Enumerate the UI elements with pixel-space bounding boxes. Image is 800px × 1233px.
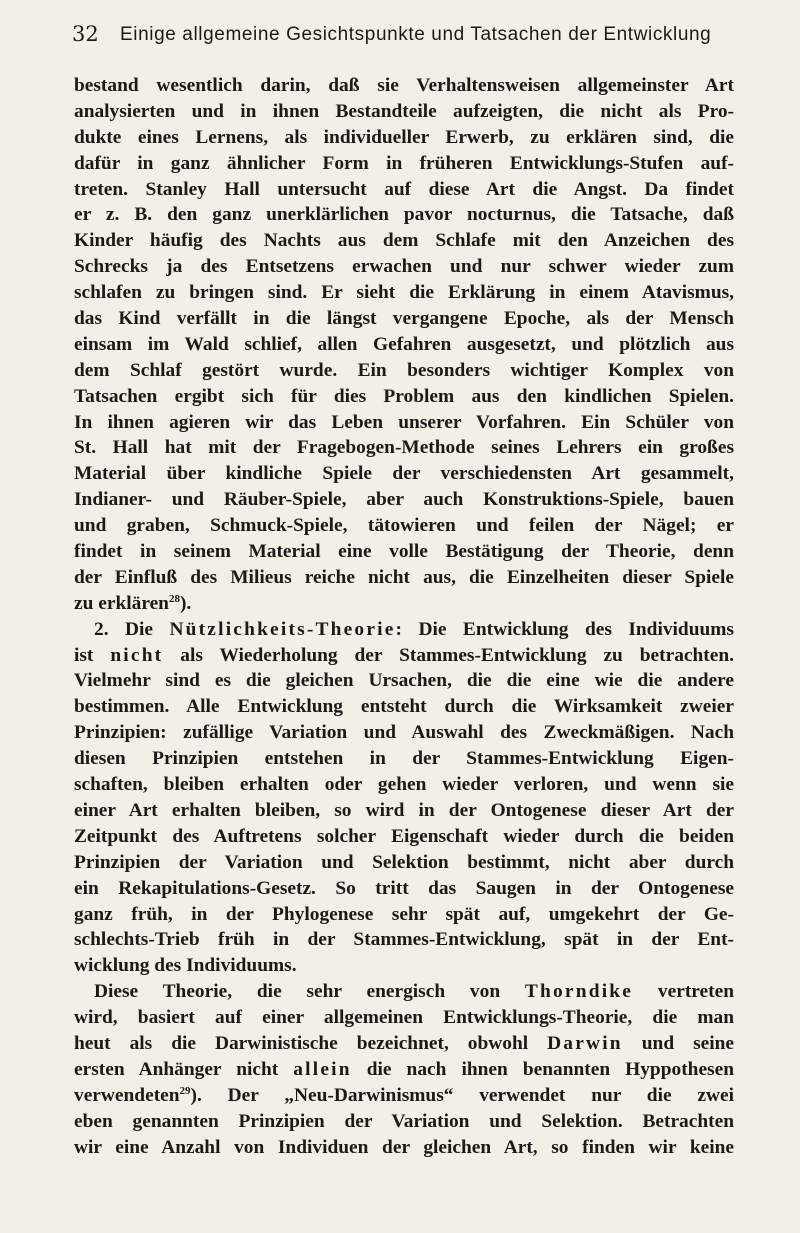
- text-line: findet in seinem Material eine volle Bestätigung der Theorie, denn: [74, 541, 734, 563]
- text-line: Vielmehr sind es die gleichen Ursachen, die die eine wie die andere: [74, 670, 734, 692]
- emphasized-name: Darwin: [547, 1032, 623, 1054]
- running-head: Einige allgemeine Gesichtspunkte und Tatsachen der Entwicklung: [120, 24, 712, 45]
- text-line: Material über kindliche Spiele der verschiedensten Art gesammelt,: [74, 463, 734, 485]
- text-line: [74, 1057, 734, 1083]
- footnote-ref-29: 29: [179, 1084, 191, 1097]
- emphasized-term: allein: [293, 1058, 352, 1080]
- line-text: vertreten: [633, 981, 734, 1003]
- text-line: bestand wesentlich darin, daß sie Verhaltensweisen allgemeinster Art: [74, 75, 734, 96]
- line-text: ersten Anhänger nicht: [74, 1058, 294, 1080]
- line-text: die nach ihnen benannten Hyppothesen: [351, 1058, 734, 1080]
- text-line: analysierten und in ihnen Bestandteile aufzeigten, die nicht als Pro-: [74, 100, 734, 122]
- text-line: In ihnen agieren wir das Leben unserer Vorfahren. Ein Schüler von: [74, 411, 734, 433]
- text-line: diesen Prinzipien entstehen in der Stammes-Entwicklung Eigen-: [74, 748, 734, 770]
- text-line: er z. B. den ganz unerklärlichen pavor nocturnus, die Tatsache, daß: [74, 204, 734, 226]
- text-line: Prinzipien der Variation und Selektion bestimmt, nicht aber durch: [74, 851, 734, 873]
- text-line: Zeitpunkt des Auftretens solcher Eigenschaft wieder durch die beiden: [74, 825, 734, 847]
- line-text: heut als die Darwinistische bezeichnet, obwohl: [74, 1032, 548, 1054]
- text-line: ganz früh, in der Phylogenese sehr spät auf, umgekehrt der Ge-: [74, 903, 734, 925]
- text-line: eben genannten Prinzipien der Variation und Selektion. Betrachten: [74, 1110, 734, 1132]
- text-line: Kinder häufig des Nachts aus dem Schlafe mit den Anzeichen des: [74, 230, 734, 252]
- text-line: Prinzipien: zufällige Variation und Auswahl des Zweckmäßigen. Nach: [74, 722, 734, 744]
- line-text: zu erklären: [74, 592, 169, 614]
- footnote-ref-28: 28: [168, 592, 180, 605]
- text-line: einsam im Wald schlief, allen Gefahren ausgesetzt, und plötzlich aus: [74, 333, 734, 355]
- text-line: und graben, Schmuck-Spiele, tätowieren und feilen der Nägel; er: [74, 515, 734, 537]
- text-line: bestimmen. Alle Entwicklung entsteht durch die Wirksamkeit zweier: [74, 696, 734, 718]
- page-number: 32: [72, 22, 99, 46]
- text-line: schlechts-Trieb früh in der Stammes-Entwicklung, spät in der Ent-: [74, 929, 734, 951]
- text-line: dukte eines Lernens, als individueller Erwerb, zu erklären sind, die: [74, 126, 734, 148]
- text-line: [74, 643, 734, 669]
- text-line: St. Hall hat mit der Fragebogen-Methode seines Lehrers ein großes: [74, 437, 734, 459]
- text-line: wird, basiert auf einer allgemeinen Entwicklungs-Theorie, die man: [74, 1007, 734, 1029]
- emphasized-term: nicht: [110, 644, 164, 666]
- text-line: schaften, bleiben erhalten oder gehen wieder verloren, und wenn sie: [74, 774, 734, 796]
- text-line: einer Art erhalten bleiben, so wird in der Ontogenese dieser Art der: [74, 799, 734, 821]
- text-line: [74, 1083, 734, 1109]
- text-line: [74, 591, 734, 617]
- line-text: verwendeten: [74, 1084, 180, 1106]
- text-line: schlafen zu bringen sind. Er sieht die Erklärung in einem Atavismus,: [74, 282, 734, 304]
- line-text: ). Der „Neu-Darwinismus“ verwendet nur die zwei: [190, 1084, 734, 1106]
- text-line: [74, 979, 734, 1005]
- text-line: Schrecks ja des Entsetzens erwachen und nur schwer wieder zum: [74, 256, 734, 278]
- page-header: [72, 22, 732, 52]
- emphasized-term: Nützlichkeits-Theorie: [169, 618, 396, 640]
- text-line: dem Schlaf gestört wurde. Ein besonders wichtiger Komplex von: [74, 359, 734, 381]
- line-text: ist: [74, 644, 111, 666]
- text-line: Indianer- und Räuber-Spiele, aber auch Konstruktions-Spiele, bauen: [74, 489, 734, 511]
- emphasized-name: Thorndike: [524, 981, 634, 1003]
- text-line: treten. Stanley Hall untersucht auf diese Art die Angst. Da findet: [74, 178, 734, 200]
- text-line: der Einfluß des Milieus reiche nicht aus, die Einzelheiten dieser Spiele: [74, 566, 734, 588]
- text-line: ein Rekapitulations-Gesetz. So tritt das Saugen in der Ontogenese: [74, 877, 734, 899]
- line-text: Diese Theorie, die sehr energisch von: [94, 981, 525, 1003]
- text-line: [74, 617, 734, 643]
- line-text: ).: [179, 592, 192, 614]
- line-text: 2. Die: [94, 618, 170, 640]
- text-line: Tatsachen ergibt sich für dies Problem aus den kindlichen Spielen.: [74, 385, 734, 407]
- text-line: [74, 1031, 734, 1057]
- text-line: das Kind verfällt in die längst vergangene Epoche, als der Mensch: [74, 308, 734, 330]
- text-line: dafür in ganz ähnlicher Form in früheren Entwicklungs-Stufen auf-: [74, 152, 734, 174]
- line-text: und seine: [622, 1032, 735, 1054]
- line-text: als Wiederholung der Stammes-Entwicklung zu betrachten.: [163, 644, 734, 666]
- text-line: wir eine Anzahl von Individuen der gleichen Art, so finden wir keine: [74, 1136, 734, 1158]
- text-line: wicklung des Individuums.: [74, 955, 297, 977]
- line-text: : Die Entwicklung des Individuums: [395, 618, 734, 640]
- body-text: [74, 73, 734, 1160]
